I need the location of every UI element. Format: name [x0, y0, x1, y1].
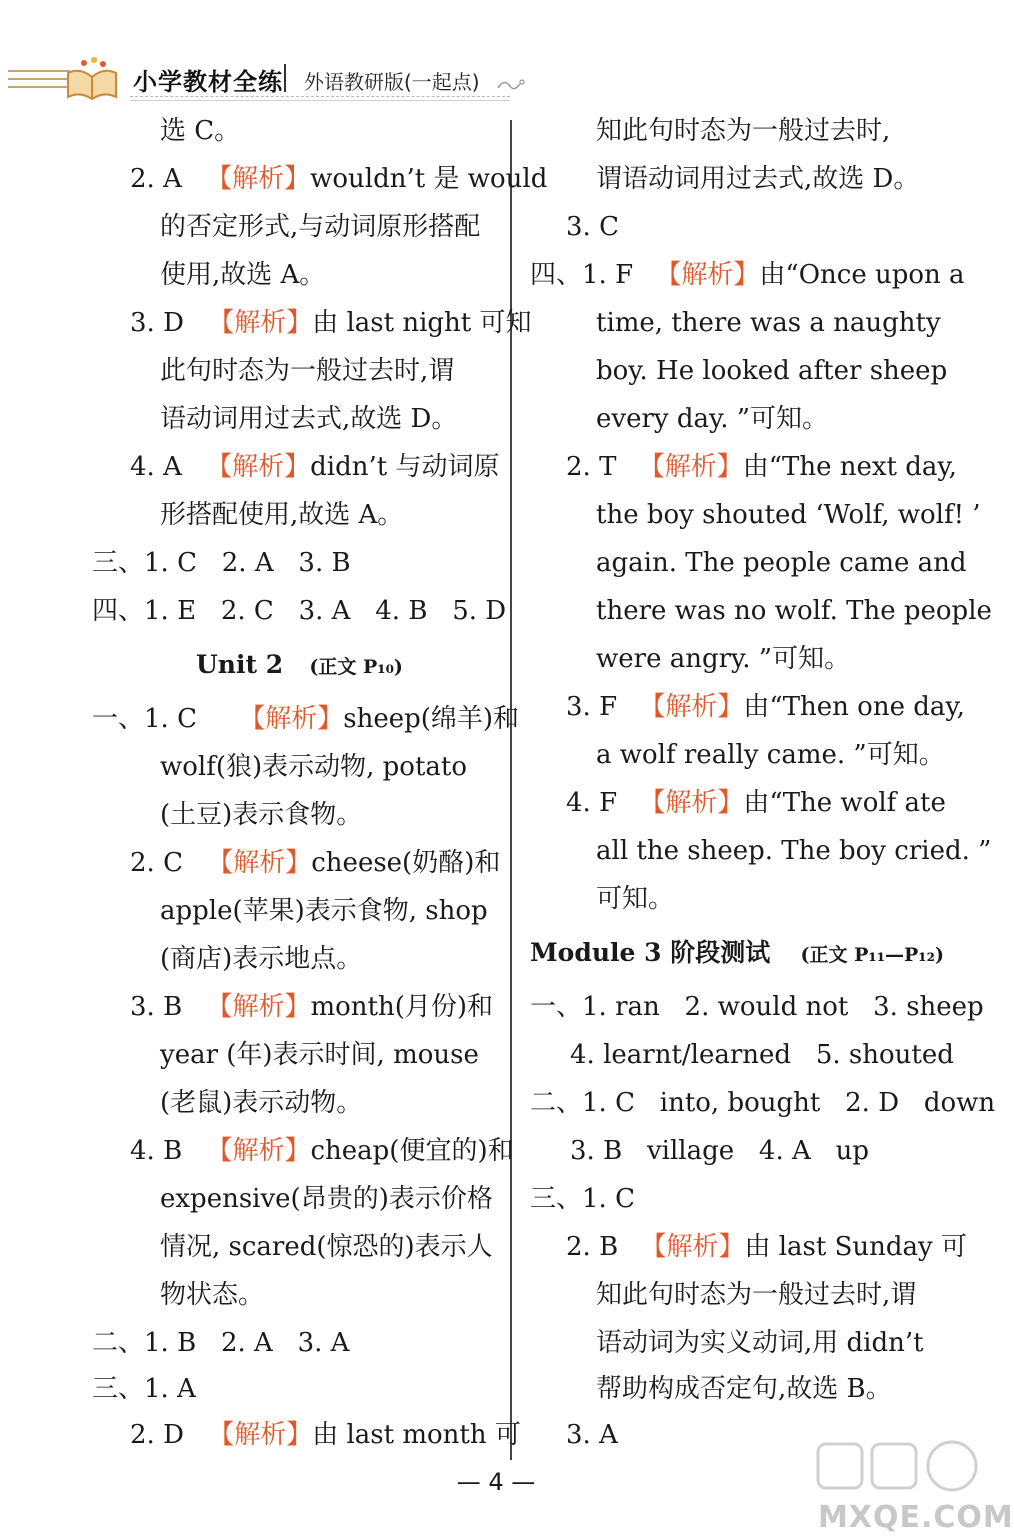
answer-number: 2. T: [566, 452, 617, 482]
answer-item: [130, 846, 500, 880]
book-edition: 外语教研版(一起点): [304, 70, 480, 94]
answer-item: [566, 786, 946, 820]
answer-line: 三、1. C: [530, 1184, 635, 1214]
header-rule-solid: [130, 100, 510, 101]
answer-line: 二、1. B 2. A 3. A: [92, 1328, 350, 1358]
answer-line: 的否定形式,与动词原形搭配: [160, 212, 481, 242]
answer-line: a wolf really came. ”可知。: [596, 740, 945, 770]
section-heading: [196, 648, 403, 684]
answer-line: boy. He looked after sheep: [596, 356, 948, 386]
answer-number: 2. C: [130, 848, 183, 878]
answer-item: [566, 450, 957, 484]
answer-line: 一、1. ran 2. would not 3. sheep: [530, 992, 984, 1022]
answer-number: 3. F: [566, 692, 618, 722]
answer-number: 3. B: [130, 992, 183, 1022]
analysis-tag: 【解析】: [206, 164, 311, 194]
analysis-text: 由“Then one day,: [743, 692, 965, 722]
book-title: 小学教材全练: [133, 68, 283, 96]
swirl-ornament-icon: [496, 76, 526, 98]
analysis-text: 由“Once upon a: [759, 260, 965, 290]
analysis-tag: 【解析】: [208, 308, 313, 338]
analysis-tag: 【解析】: [207, 848, 312, 878]
answer-line: 谓语动词用过去式,故选 D。: [596, 164, 920, 194]
answer-line: 使用,故选 A。: [160, 260, 326, 290]
answer-item: [566, 1230, 967, 1264]
analysis-tag: 【解析】: [639, 692, 744, 722]
answer-item: [130, 450, 499, 484]
analysis-tag: 【解析】: [639, 788, 744, 818]
analysis-tag: 【解析】: [640, 1232, 745, 1262]
analysis-text: 由 last night 可知: [312, 308, 532, 338]
answer-item: [130, 1134, 514, 1168]
answer-line: 形搭配使用,故选 A。: [160, 500, 404, 530]
answer-item: [130, 306, 532, 340]
answer-line: 语动词用过去式,故选 D。: [160, 404, 458, 434]
analysis-text: cheese(奶酪)和: [311, 848, 501, 878]
answer-item: [92, 702, 519, 736]
answer-line: all the sheep. The boy cried. ”: [596, 836, 992, 866]
analysis-tag: 【解析】: [655, 260, 760, 290]
answer-number: 2. A: [130, 164, 182, 194]
answer-item: [130, 1418, 521, 1452]
open-book-icon: [64, 55, 120, 103]
analysis-text: 由 last month 可: [312, 1420, 521, 1450]
header-rule: [130, 96, 510, 97]
answer-line: the boy shouted ‘Wolf, wolf! ’: [596, 500, 981, 530]
answer-item: [130, 990, 493, 1024]
answer-line: (商店)表示地点。: [160, 944, 363, 974]
answer-line: 四、1. E 2. C 3. A 4. B 5. D: [92, 596, 507, 626]
answer-number: 3. D: [130, 308, 184, 338]
answer-line: 可知。: [596, 884, 675, 914]
answer-line: there was no wolf. The people: [596, 596, 992, 626]
answer-line: 3. B village 4. A up: [570, 1136, 869, 1166]
analysis-tag: 【解析】: [206, 452, 311, 482]
page-number: — 4 —: [456, 1468, 536, 1496]
analysis-tag: 【解析】: [208, 1420, 313, 1450]
answer-line: 物状态。: [160, 1280, 265, 1310]
watermark-text: MXQE.COM: [818, 1500, 1014, 1535]
header-separator: [284, 64, 286, 92]
answer-number: 4. B: [130, 1136, 183, 1166]
answer-line: year (年)表示时间, mouse: [160, 1040, 479, 1070]
answer-line: 3. A: [566, 1420, 618, 1450]
page-header: [0, 0, 992, 110]
page-reference: (正文 P₁₀): [309, 656, 403, 678]
analysis-text: 由“The wolf ate: [743, 788, 946, 818]
answer-line: 4. learnt/learned 5. shouted: [570, 1040, 954, 1070]
analysis-text: wouldn’t 是 would: [310, 164, 548, 194]
analysis-tag: 【解析】: [206, 992, 311, 1022]
analysis-text: sheep(绵羊)和: [343, 704, 520, 734]
answer-line: (老鼠)表示动物。: [160, 1088, 363, 1118]
analysis-text: 由 last Sunday 可: [744, 1232, 968, 1262]
analysis-text: month(月份)和: [310, 992, 494, 1022]
answer-number: 四、1. F: [530, 260, 634, 290]
answer-line: every day. ”可知。: [596, 404, 829, 434]
answer-line: 三、1. A: [92, 1374, 196, 1404]
answer-line: 情况, scared(惊恐的)表示人: [160, 1232, 493, 1262]
answer-line: again. The people came and: [596, 548, 967, 578]
answer-line: 3. C: [566, 212, 619, 242]
answer-line: 知此句时态为一般过去时,谓: [596, 1280, 917, 1310]
answer-line: time, there was a naughty: [596, 308, 941, 338]
module-title: Module 3 阶段测试: [530, 938, 771, 967]
answer-line: 选 C。: [160, 116, 241, 146]
analysis-text: 由“The next day,: [742, 452, 957, 482]
answer-number: 2. B: [566, 1232, 619, 1262]
answer-number: 4. F: [566, 788, 618, 818]
header-decor-lines: [8, 70, 70, 94]
answer-line: 语动词为实义动词,用 didn’t: [596, 1328, 924, 1358]
page-reference: (正文 P₁₁—P₁₂): [800, 944, 944, 966]
analysis-tag: 【解析】: [206, 1136, 311, 1166]
answer-line: 帮助构成否定句,故选 B。: [596, 1374, 892, 1404]
answer-line: 三、1. C 2. A 3. B: [92, 548, 351, 578]
answer-line: wolf(狼)表示动物, potato: [160, 752, 468, 782]
answer-line: were angry. ”可知。: [596, 644, 851, 674]
answer-line: apple(苹果)表示食物, shop: [160, 896, 488, 926]
answer-item: [530, 258, 965, 292]
section-heading: [530, 936, 944, 972]
answer-item: [130, 162, 547, 196]
unit-title: Unit 2: [196, 650, 284, 679]
answer-line: 二、1. C into, bought 2. D down: [530, 1088, 996, 1118]
answer-line: 此句时态为一般过去时,谓: [160, 356, 455, 386]
answer-number: 2. D: [130, 1420, 184, 1450]
answer-line: expensive(昂贵的)表示价格: [160, 1184, 493, 1214]
answer-number: 一、1. C: [92, 704, 197, 734]
analysis-tag: 【解析】: [638, 452, 743, 482]
analysis-text: didn’t 与动词原: [310, 452, 500, 482]
answer-number: 4. A: [130, 452, 182, 482]
answer-item: [566, 690, 965, 724]
analysis-text: cheap(便宜的)和: [310, 1136, 514, 1166]
answer-line: 知此句时态为一般过去时,: [596, 116, 891, 146]
answer-line: (土豆)表示食物。: [160, 800, 363, 830]
analysis-tag: 【解析】: [239, 704, 344, 734]
